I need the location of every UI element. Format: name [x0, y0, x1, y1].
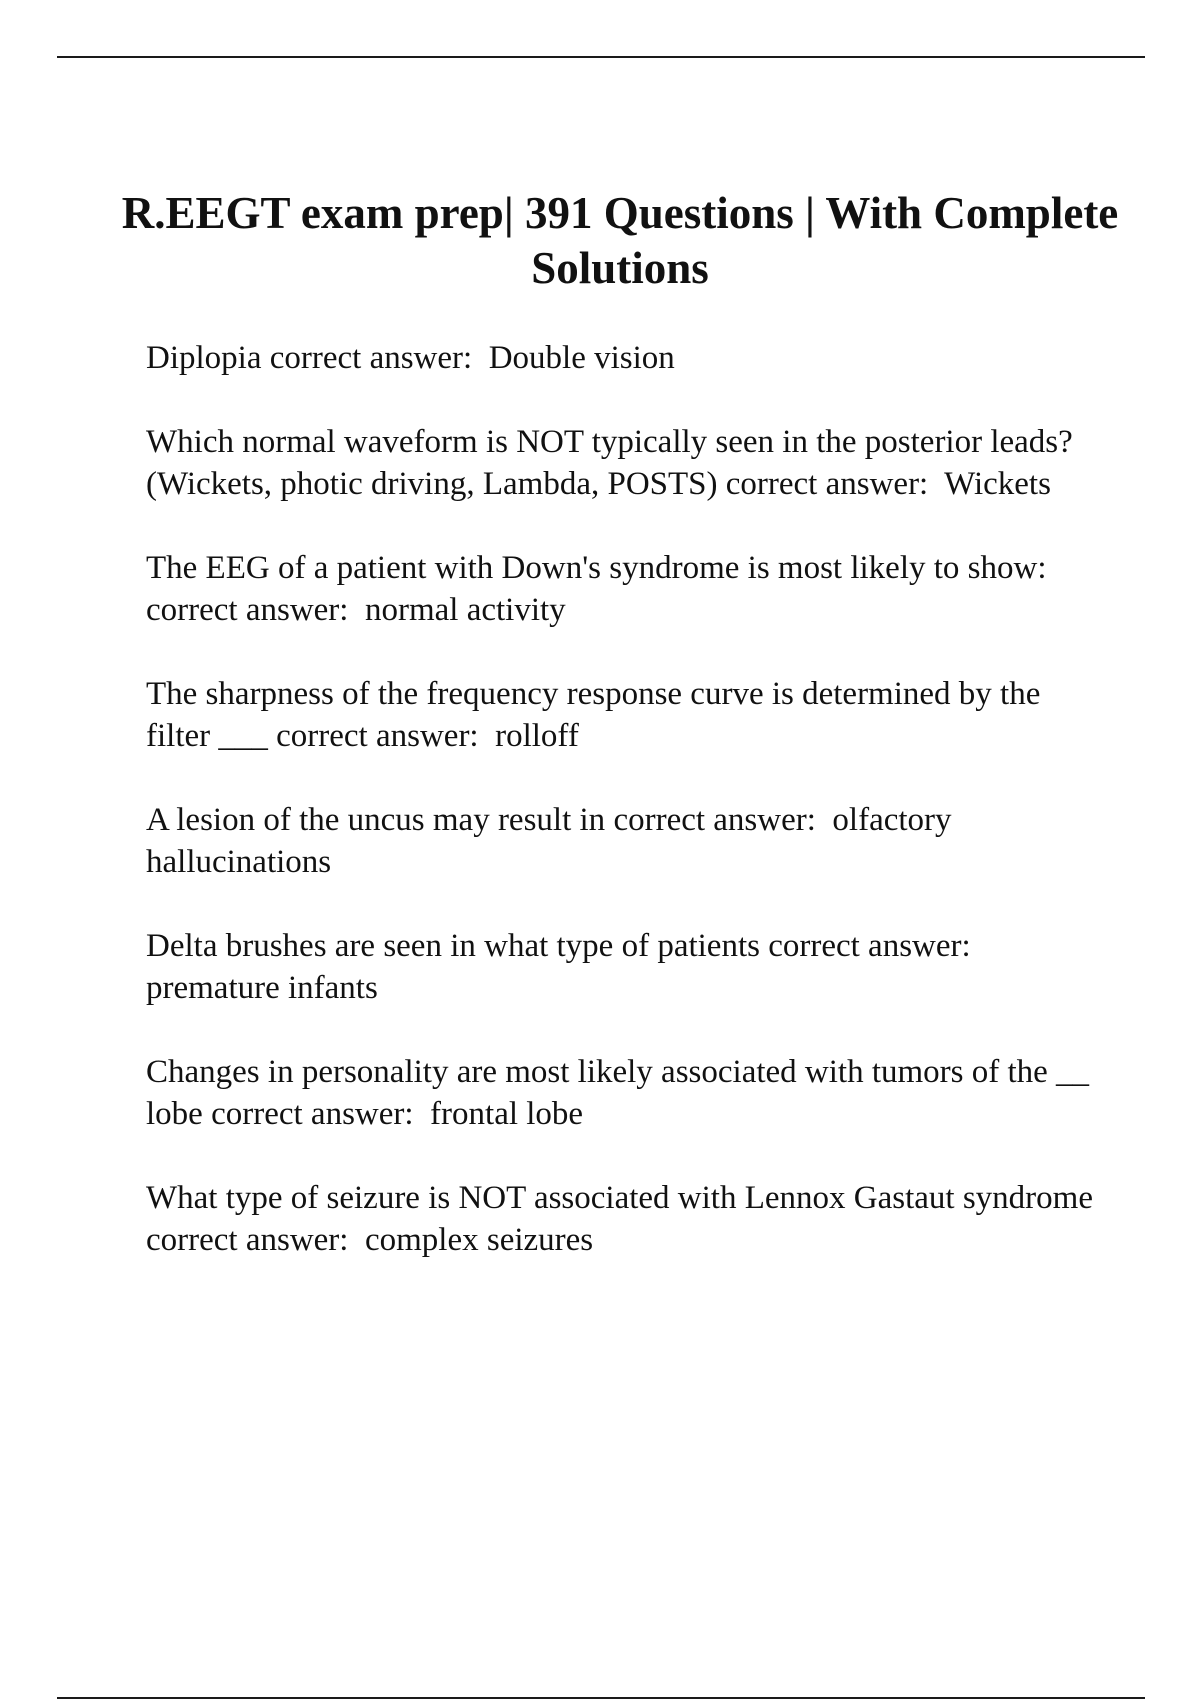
qa-item — [146, 799, 1106, 883]
answer-text: olfactory hallucinations — [146, 802, 960, 880]
qa-item — [146, 547, 1106, 631]
answer-label: correct answer: — [276, 718, 479, 754]
question-text: The sharpness of the frequency response curve is determined by the filter ___ — [146, 676, 1049, 754]
qa-list — [146, 337, 1106, 1303]
answer-label: correct answer: — [146, 1222, 349, 1258]
document-title: R.EEGT exam prep| 391 Questions | With Complete Solutions — [121, 188, 1119, 293]
answer-text: Double vision — [488, 340, 675, 376]
answer-text: rolloff — [495, 718, 579, 754]
answer-label: correct answer: — [269, 340, 473, 376]
question-text: Delta brushes are seen in what type of patients — [146, 928, 760, 964]
bottom-divider — [57, 1697, 1145, 1699]
top-divider — [57, 56, 1145, 58]
qa-item — [146, 337, 1106, 379]
question-text: Diplopia — [146, 340, 262, 376]
answer-text: premature infants — [146, 970, 378, 1006]
answer-text: normal activity — [364, 592, 566, 628]
answer-label: correct answer: — [768, 928, 971, 964]
qa-item — [146, 673, 1106, 757]
answer-label: correct answer: — [725, 466, 929, 502]
qa-item — [146, 925, 1106, 1009]
question-text: The EEG of a patient with Down's syndrome is most likely to show: — [146, 550, 1047, 586]
question-text: Which normal waveform is NOT typically seen in the posterior leads? (Wickets, photic driving, Lambda, POSTS) — [146, 424, 1082, 502]
answer-label: correct answer: — [613, 802, 816, 838]
question-text: Changes in personality are most likely associated with tumors of the __ lobe — [146, 1054, 1098, 1132]
answer-text: Wickets — [944, 466, 1051, 502]
answer-label: correct answer: — [211, 1096, 414, 1132]
question-text: What type of seizure is NOT associated with Lennox Gastaut syndrome — [146, 1180, 1093, 1216]
answer-text: frontal lobe — [430, 1096, 584, 1132]
qa-item — [146, 1177, 1106, 1261]
answer-text: complex seizures — [364, 1222, 594, 1258]
qa-item — [146, 421, 1106, 505]
question-text: A lesion of the uncus may result in — [146, 802, 606, 838]
answer-label: correct answer: — [146, 592, 349, 628]
qa-item — [146, 1051, 1106, 1135]
